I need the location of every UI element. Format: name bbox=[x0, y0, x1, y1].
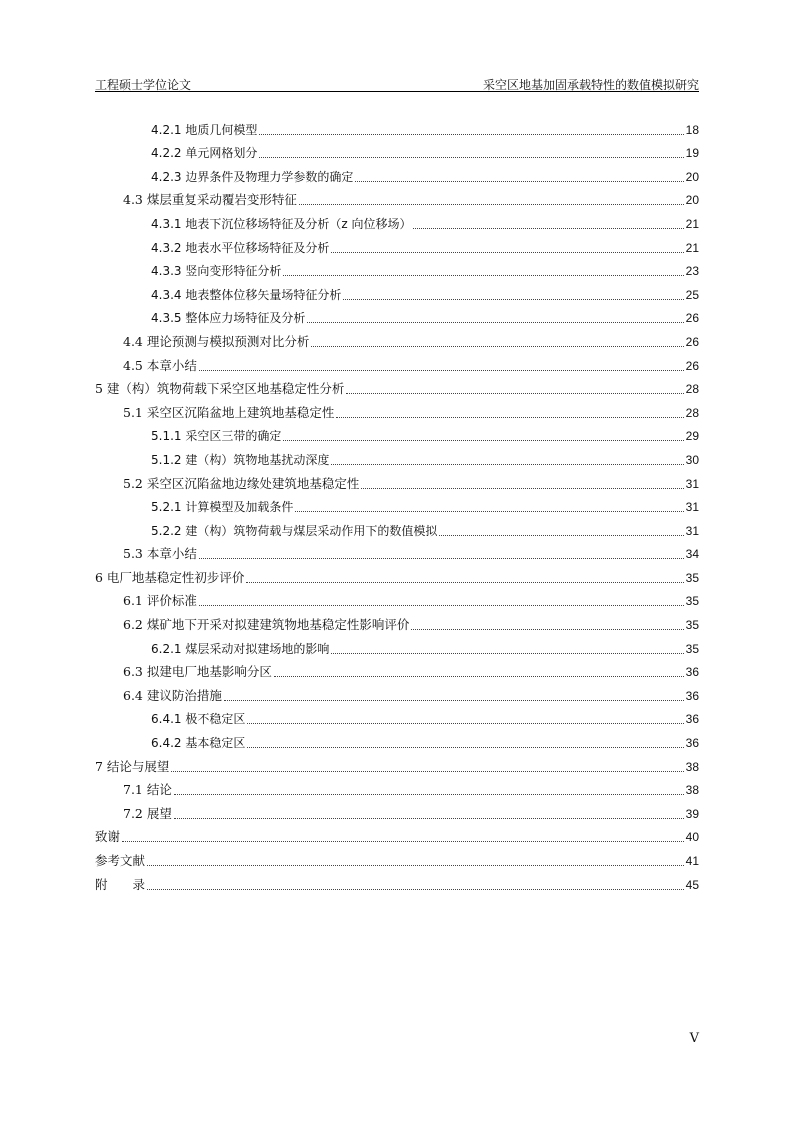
toc-entry-page: 38 bbox=[685, 783, 699, 798]
toc-dot-leader bbox=[307, 321, 683, 323]
toc-dot-leader bbox=[411, 628, 683, 630]
toc-entry-page: 28 bbox=[685, 382, 699, 397]
toc-entry-page: 26 bbox=[685, 358, 699, 373]
toc-entry-title: 4.2.3 边界条件及物理力学参数的确定 bbox=[151, 169, 354, 184]
toc-entry-page: 36 bbox=[685, 712, 699, 727]
toc-dot-leader bbox=[343, 298, 683, 300]
toc-entry[interactable] bbox=[95, 657, 699, 681]
toc-entry-title: 7.1 结论 bbox=[123, 782, 172, 798]
toc-entry-title: 4.5 本章小结 bbox=[123, 357, 197, 373]
toc-entry-title: 6.2 煤矿地下开采对拟建建筑物地基稳定性影响评价 bbox=[123, 617, 410, 633]
toc-entry-page: 36 bbox=[685, 688, 699, 703]
toc-dot-leader bbox=[259, 133, 683, 135]
toc-entry-title: 5.1.2 建（构）筑物地基扰动深度 bbox=[151, 452, 330, 467]
toc-entry[interactable] bbox=[95, 586, 699, 610]
toc-entry-page: 35 bbox=[685, 594, 699, 609]
toc-entry[interactable] bbox=[95, 326, 699, 350]
toc-dot-leader bbox=[224, 699, 684, 701]
toc-entry-page: 29 bbox=[685, 429, 699, 444]
toc-entry-title: 6.4.1 极不稳定区 bbox=[151, 712, 246, 727]
toc-entry[interactable] bbox=[95, 421, 699, 445]
toc-dot-leader bbox=[174, 817, 684, 819]
toc-entry-page: 38 bbox=[685, 759, 699, 774]
toc-entry-page: 31 bbox=[685, 476, 699, 491]
toc-entry-page: 20 bbox=[685, 193, 699, 208]
toc-entry-page: 36 bbox=[685, 736, 699, 751]
toc-entry-page: 35 bbox=[685, 570, 699, 585]
toc-dot-leader bbox=[147, 864, 684, 866]
toc-entry-title: 4.3 煤层重复采动覆岩变形特征 bbox=[123, 192, 297, 208]
toc-entry-title: 7 结论与展望 bbox=[95, 758, 170, 774]
toc-entry-page: 21 bbox=[685, 216, 699, 231]
toc-dot-leader bbox=[171, 770, 683, 772]
toc-entry[interactable] bbox=[95, 492, 699, 516]
toc-entry[interactable] bbox=[95, 161, 699, 185]
toc-dot-leader bbox=[295, 510, 683, 512]
toc-entry[interactable] bbox=[95, 609, 699, 633]
table-of-contents bbox=[95, 114, 699, 893]
header-thesis-type: 工程硕士学位论文 bbox=[95, 78, 192, 92]
toc-entry-page: 25 bbox=[685, 287, 699, 302]
toc-entry[interactable] bbox=[95, 515, 699, 539]
toc-entry[interactable] bbox=[95, 138, 699, 162]
toc-entry-title: 6.1 评价标准 bbox=[123, 593, 197, 609]
toc-entry[interactable] bbox=[95, 208, 699, 232]
toc-entry[interactable] bbox=[95, 350, 699, 374]
toc-entry-title: 5.1.1 采空区三带的确定 bbox=[151, 429, 282, 444]
toc-entry-page: 26 bbox=[685, 311, 699, 326]
toc-dot-leader bbox=[199, 557, 684, 559]
toc-entry-page: 18 bbox=[685, 122, 699, 137]
toc-entry-page: 26 bbox=[685, 334, 699, 349]
toc-entry-title: 参考文献 bbox=[95, 853, 146, 868]
toc-dot-leader bbox=[413, 227, 683, 229]
toc-entry[interactable] bbox=[95, 798, 699, 822]
toc-entry[interactable] bbox=[95, 704, 699, 728]
toc-entry-title: 7.2 展望 bbox=[123, 805, 172, 821]
toc-entry-page: 21 bbox=[685, 240, 699, 255]
toc-dot-leader bbox=[246, 581, 683, 583]
toc-dot-leader bbox=[199, 369, 684, 371]
toc-entry[interactable] bbox=[95, 374, 699, 398]
toc-entry-title: 6.2.1 煤层采动对拟建场地的影响 bbox=[151, 641, 330, 656]
toc-dot-leader bbox=[247, 722, 683, 724]
toc-entry-page: 45 bbox=[685, 877, 699, 892]
toc-entry[interactable] bbox=[95, 468, 699, 492]
toc-entry-title: 5.2 采空区沉陷盆地边缘处建筑地基稳定性 bbox=[123, 475, 360, 491]
toc-dot-leader bbox=[331, 652, 683, 654]
toc-dot-leader bbox=[299, 203, 684, 205]
toc-dot-leader bbox=[331, 251, 683, 253]
toc-entry-title: 附 录 bbox=[95, 876, 146, 892]
toc-dot-leader bbox=[199, 604, 684, 606]
toc-dot-leader bbox=[439, 534, 683, 536]
toc-entry-page: 35 bbox=[685, 641, 699, 656]
toc-entry[interactable] bbox=[95, 845, 699, 869]
toc-entry-title: 5.2.2 建（构）筑物荷载与煤层采动作用下的数值模拟 bbox=[151, 523, 438, 538]
toc-entry-title: 5 建（构）筑物荷载下采空区地基稳定性分析 bbox=[95, 381, 345, 397]
toc-entry-title: 4.2.2 单元网格划分 bbox=[151, 146, 258, 161]
toc-entry-page: 34 bbox=[685, 547, 699, 562]
toc-entry[interactable] bbox=[95, 303, 699, 327]
toc-entry-title: 4.3.3 竖向变形特征分析 bbox=[151, 264, 282, 279]
toc-entry[interactable] bbox=[95, 751, 699, 775]
toc-entry-title: 4.3.5 整体应力场特征及分析 bbox=[151, 311, 306, 326]
toc-entry-title: 4.2.1 地质几何模型 bbox=[151, 122, 258, 137]
toc-entry-title: 5.1 采空区沉陷盆地上建筑地基稳定性 bbox=[123, 404, 335, 420]
page-number: V bbox=[689, 1031, 699, 1046]
toc-dot-leader bbox=[331, 463, 683, 465]
toc-entry[interactable] bbox=[95, 562, 699, 586]
toc-entry[interactable] bbox=[95, 232, 699, 256]
toc-entry[interactable] bbox=[95, 114, 699, 138]
toc-entry-title: 6.4.2 基本稳定区 bbox=[151, 736, 246, 751]
toc-dot-leader bbox=[174, 793, 684, 795]
toc-entry[interactable] bbox=[95, 185, 699, 209]
toc-dot-leader bbox=[346, 392, 683, 394]
toc-dot-leader bbox=[247, 746, 683, 748]
toc-entry-page: 31 bbox=[685, 523, 699, 538]
page-header bbox=[95, 78, 699, 92]
toc-entry-page: 36 bbox=[685, 665, 699, 680]
toc-dot-leader bbox=[355, 180, 683, 182]
toc-entry-page: 41 bbox=[685, 854, 699, 868]
toc-entry[interactable] bbox=[95, 775, 699, 799]
toc-entry[interactable] bbox=[95, 444, 699, 468]
toc-entry-title: 5.2.1 计算模型及加载条件 bbox=[151, 500, 294, 515]
toc-entry[interactable] bbox=[95, 397, 699, 421]
toc-entry-page: 35 bbox=[685, 618, 699, 633]
toc-dot-leader bbox=[311, 345, 683, 347]
toc-entry-title: 4.3.1 地表下沉位移场特征及分析（z 向位移场） bbox=[151, 216, 412, 231]
toc-entry-title: 6 电厂地基稳定性初步评价 bbox=[95, 569, 245, 585]
toc-entry-page: 20 bbox=[685, 169, 699, 184]
toc-entry-title: 致谢 bbox=[95, 829, 121, 845]
toc-dot-leader bbox=[147, 888, 684, 890]
toc-entry-page: 30 bbox=[685, 452, 699, 467]
toc-entry-title: 4.3.2 地表水平位移场特征及分析 bbox=[151, 240, 330, 255]
toc-dot-leader bbox=[283, 439, 683, 441]
toc-entry-page: 28 bbox=[685, 405, 699, 420]
toc-entry[interactable] bbox=[95, 869, 699, 893]
toc-entry-page: 40 bbox=[685, 830, 699, 845]
toc-entry[interactable] bbox=[95, 279, 699, 303]
toc-dot-leader bbox=[283, 274, 683, 276]
toc-dot-leader bbox=[336, 416, 683, 418]
toc-entry[interactable] bbox=[95, 680, 699, 704]
toc-dot-leader bbox=[259, 156, 683, 158]
toc-entry-title: 6.4 建议防治措施 bbox=[123, 687, 222, 703]
toc-entry-title: 4.3.4 地表整体位移矢量场特征分析 bbox=[151, 287, 342, 302]
toc-entry-title: 6.3 拟建电厂地基影响分区 bbox=[123, 664, 272, 680]
toc-entry[interactable] bbox=[95, 633, 699, 657]
header-rule bbox=[95, 91, 699, 92]
toc-dot-leader bbox=[361, 487, 683, 489]
toc-entry-title: 5.3 本章小结 bbox=[123, 546, 197, 562]
toc-entry-page: 39 bbox=[685, 806, 699, 821]
toc-entry[interactable] bbox=[95, 539, 699, 563]
toc-entry-title: 4.4 理论预测与模拟预测对比分析 bbox=[123, 333, 310, 349]
toc-entry[interactable] bbox=[95, 256, 699, 280]
toc-entry-page: 31 bbox=[685, 500, 699, 515]
header-thesis-title: 采空区地基加固承载特性的数值模拟研究 bbox=[482, 78, 699, 92]
toc-entry[interactable] bbox=[95, 822, 699, 846]
toc-dot-leader bbox=[122, 840, 684, 842]
toc-entry-page: 23 bbox=[685, 264, 699, 279]
toc-entry-page: 19 bbox=[685, 146, 699, 161]
toc-entry[interactable] bbox=[95, 727, 699, 751]
toc-dot-leader bbox=[274, 675, 684, 677]
